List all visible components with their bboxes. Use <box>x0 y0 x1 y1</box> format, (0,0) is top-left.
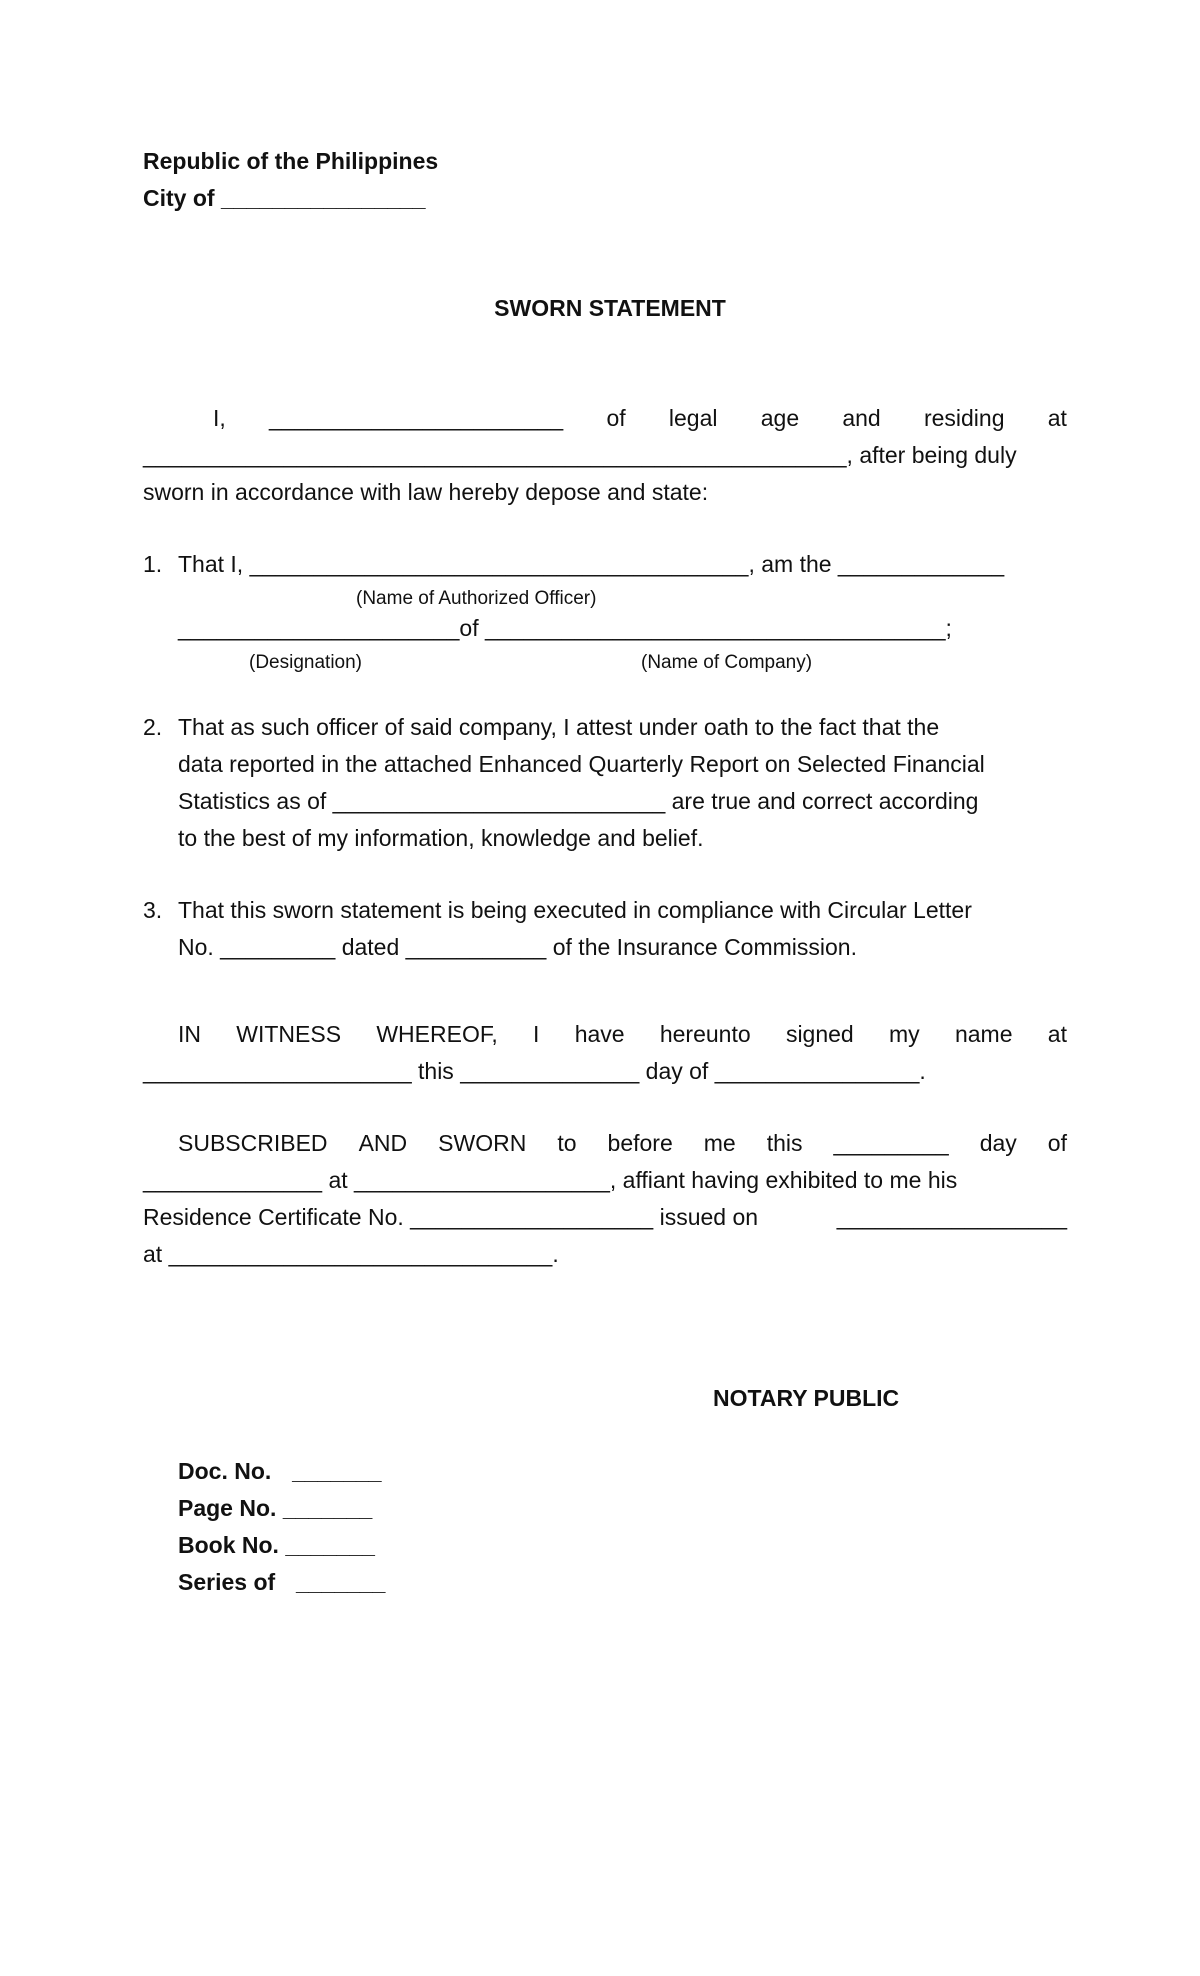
intro-word: at <box>1047 405 1067 431</box>
witness-word: signed <box>785 1021 854 1047</box>
subscribed-word: day <box>979 1130 1017 1156</box>
intro-line-1 <box>213 400 1067 437</box>
subscribed-word: of <box>1047 1130 1067 1156</box>
item-2-number: 2. <box>143 714 163 740</box>
item-2-line-2: data reported in the attached Enhanced Quarterly Report on Selected Financial <box>178 751 985 777</box>
caption-designation: (Designation) <box>249 652 362 673</box>
record-series-of <box>178 1564 385 1601</box>
record-doc-no <box>178 1453 382 1490</box>
intro-blank: _______________________ <box>269 405 564 431</box>
intro-line-3: sworn in accordance with law hereby depose and state: <box>143 479 709 505</box>
intro-word: residing <box>923 405 1005 431</box>
record-book-no <box>178 1527 375 1564</box>
caption-company: (Name of Company) <box>641 652 813 673</box>
subscribed-line-3 <box>143 1199 1067 1236</box>
intro-word: age <box>760 405 800 431</box>
subscribed-word: SUBSCRIBED <box>178 1130 328 1156</box>
witness-line-1 <box>178 1016 1067 1053</box>
item-3-number: 3. <box>143 897 163 923</box>
record-blank: _______ <box>292 1458 382 1484</box>
record-label: Series of <box>178 1569 276 1595</box>
caption-authorized-officer: (Name of Authorized Officer) <box>356 588 597 609</box>
witness-word: my <box>889 1021 920 1047</box>
item-2-line-3: Statistics as of __________________________ are true and correct according <box>178 788 979 814</box>
item-3-line-1: That this sworn statement is being executed in compliance with Circular Letter <box>178 897 972 923</box>
subscribed-word: to <box>557 1130 577 1156</box>
record-label: Page No. <box>178 1495 277 1521</box>
header-city: City of ________________ <box>143 185 426 211</box>
item-1-number: 1. <box>143 551 163 577</box>
subscribed-line-1 <box>178 1125 1067 1162</box>
record-blank: _______ <box>285 1532 375 1558</box>
witness-word: name <box>954 1021 1013 1047</box>
item-1-line-2: ______________________of ____________________________________; <box>178 615 952 641</box>
subscribed-line-2: ______________ at ____________________, affiant having exhibited to me his <box>143 1167 958 1193</box>
header-republic: Republic of the Philippines <box>143 148 439 174</box>
record-page-no <box>178 1490 372 1527</box>
subscribed-word: AND <box>358 1130 408 1156</box>
witness-word: WITNESS <box>236 1021 342 1047</box>
witness-word: hereunto <box>659 1021 751 1047</box>
witness-word: I <box>533 1021 540 1047</box>
subscribed-word: before <box>607 1130 673 1156</box>
subscribed-line-4: at ______________________________. <box>143 1241 559 1267</box>
record-label: Book No. <box>178 1532 279 1558</box>
document-title: SWORN STATEMENT <box>494 295 726 321</box>
item-3-line-2: No. _________ dated ___________ of the Insurance Commission. <box>178 934 857 960</box>
subscribed-blank: _________ <box>833 1130 949 1156</box>
issued-on-blank: __________________ <box>836 1204 1067 1230</box>
item-2-line-1: That as such officer of said company, I attest under oath to the fact that the <box>178 714 940 740</box>
subscribed-word: this <box>766 1130 803 1156</box>
intro-word: of <box>606 405 626 431</box>
witness-word: at <box>1047 1021 1067 1047</box>
intro-word: legal <box>668 405 718 431</box>
witness-word: IN <box>178 1021 201 1047</box>
item-2-line-4: to the best of my information, knowledge and belief. <box>178 825 704 851</box>
witness-word: WHEREOF, <box>376 1021 498 1047</box>
item-1-line-1: That I, _______________________________________, am the _____________ <box>178 551 1005 577</box>
intro-line-2: _______________________________________________________, after being duly <box>143 442 1017 468</box>
subscribed-word: SWORN <box>438 1130 527 1156</box>
record-blank: _______ <box>295 1569 386 1595</box>
intro-word: I, <box>213 405 226 431</box>
notary-public-label: NOTARY PUBLIC <box>713 1385 900 1411</box>
record-label: Doc. No. <box>178 1458 272 1484</box>
subscribed-word: me <box>703 1130 736 1156</box>
record-blank: _______ <box>282 1495 373 1521</box>
intro-word: and <box>842 405 881 431</box>
witness-word: have <box>574 1021 625 1047</box>
witness-line-2: _____________________ this ______________ day of ________________. <box>143 1058 926 1084</box>
residence-certificate-text: Residence Certificate No. ___________________ issued on <box>143 1204 759 1230</box>
